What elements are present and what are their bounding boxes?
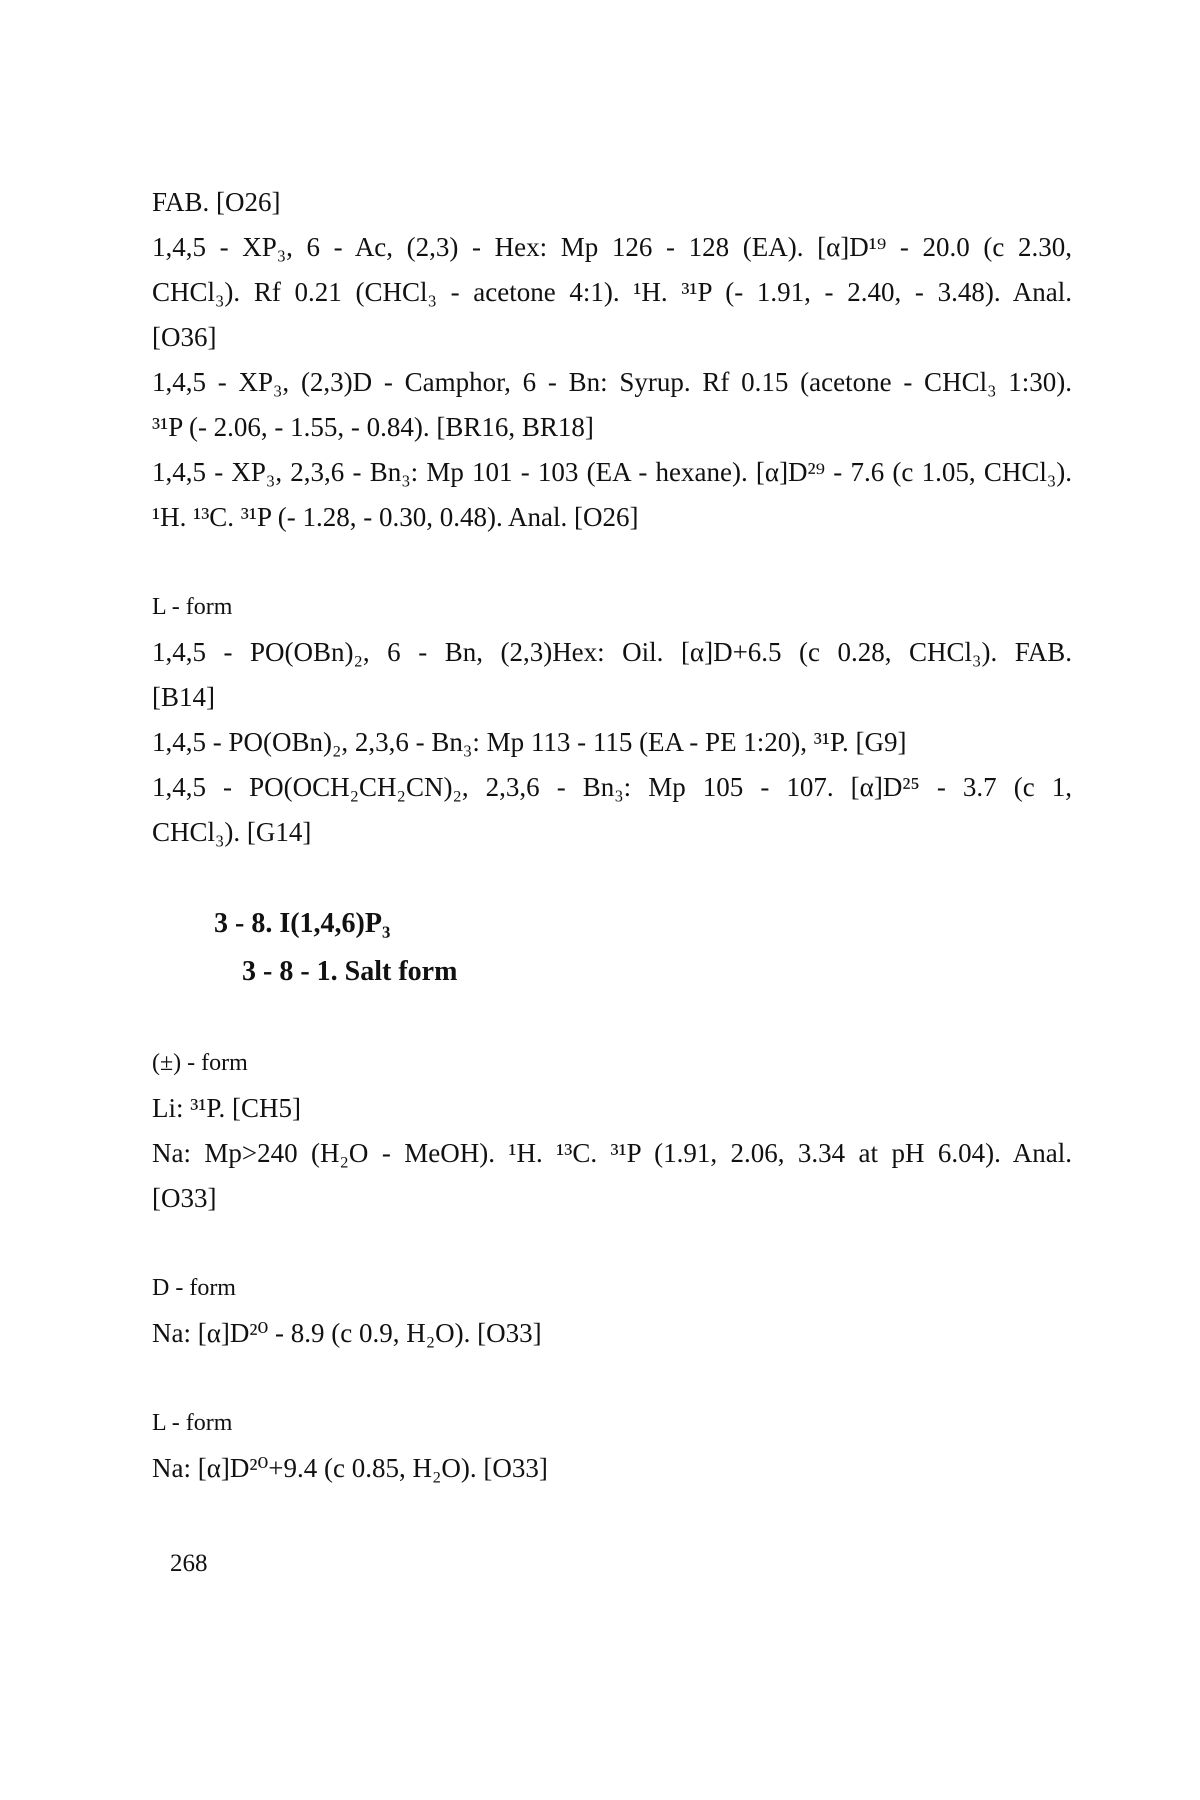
- racemic-form-section: [152, 1041, 1072, 1221]
- entry-hex: [152, 225, 1072, 360]
- section-heading: 3 - 8. I(1,4,6)P₃: [214, 908, 391, 939]
- entry-bn3: [152, 450, 1072, 540]
- page-content: [152, 180, 1072, 1491]
- text-line: FAB. [O26]: [152, 187, 281, 217]
- text-line: 1,4,5 - XP₃, 6 - Ac, (2,3) - Hex: Mp 126 - 128 (EA). [α]D¹⁹ - 20.0 (c 2.30,: [152, 232, 1072, 262]
- fab-reference-line: [152, 180, 1072, 225]
- text-line: CHCl₃). [G14]: [152, 817, 312, 847]
- text-line: Li: ³¹P. [CH5]: [152, 1093, 301, 1123]
- spacer: [152, 1356, 1072, 1401]
- text-line: Na: Mp>240 (H₂O - MeOH). ¹H. ¹³C. ³¹P (1.91, 2.06, 3.34 at pH 6.04). Anal.: [152, 1138, 1072, 1168]
- entry: [152, 1086, 1072, 1131]
- entry-camphor: [152, 360, 1072, 450]
- entry: [152, 1131, 1072, 1221]
- page-number: 268: [170, 1550, 208, 1577]
- text-line: Na: [α]D²⁰+9.4 (c 0.85, H₂O). [O33]: [152, 1453, 548, 1483]
- text-line: 1,4,5 - PO(OBn)₂, 2,3,6 - Bn₃: Mp 113 - 115 (EA - PE 1:20), ³¹P. [G9]: [152, 727, 907, 757]
- text-line: 1,4,5 - PO(OBn)₂, 6 - Bn, (2,3)Hex: Oil. [α]D+6.5 (c 0.28, CHCl₃). FAB.: [152, 637, 1072, 667]
- form-label: (±) - form: [152, 1050, 248, 1076]
- text-line: [O36]: [152, 322, 217, 352]
- form-label: L - form: [152, 594, 233, 620]
- text-line: CHCl₃). Rf 0.21 (CHCl₃ - acetone 4:1). ¹H. ³¹P (- 1.91, - 2.40, - 3.48). Anal.: [152, 277, 1072, 307]
- text-line: ¹H. ¹³C. ³¹P (- 1.28, - 0.30, 0.48). Anal. [O26]: [152, 502, 639, 532]
- form-label: D - form: [152, 1275, 236, 1301]
- spacer: [152, 996, 1072, 1041]
- subsection-heading: 3 - 8 - 1. Salt form: [242, 956, 458, 987]
- spacer: [152, 1221, 1072, 1266]
- l-form-section: [152, 585, 1072, 855]
- entry: [152, 1446, 1072, 1491]
- text-line: [B14]: [152, 682, 215, 712]
- entry: [152, 720, 1072, 765]
- text-line: [O33]: [152, 1183, 217, 1213]
- text-line: Na: [α]D²⁰ - 8.9 (c 0.9, H₂O). [O33]: [152, 1318, 542, 1348]
- spacer: [152, 855, 1072, 900]
- l-form-salt-section: [152, 1401, 1072, 1491]
- text-line: 1,4,5 - XP₃, 2,3,6 - Bn₃: Mp 101 - 103 (EA - hexane). [α]D²⁹ - 7.6 (c 1.05, CHCl₃).: [152, 457, 1072, 487]
- text-line: ³¹P (- 2.06, - 1.55, - 0.84). [BR16, BR18]: [152, 412, 594, 442]
- form-label: L - form: [152, 1410, 233, 1436]
- spacer: [152, 540, 1072, 585]
- text-line: 1,4,5 - PO(OCH₂CH₂CN)₂, 2,3,6 - Bn₃: Mp 105 - 107. [α]D²⁵ - 3.7 (c 1,: [152, 772, 1072, 802]
- d-form-section: [152, 1266, 1072, 1356]
- entry: [152, 765, 1072, 855]
- entry: [152, 630, 1072, 720]
- entry: [152, 1311, 1072, 1356]
- text-line: 1,4,5 - XP₃, (2,3)D - Camphor, 6 - Bn: Syrup. Rf 0.15 (acetone - CHCl₃ 1:30).: [152, 367, 1072, 397]
